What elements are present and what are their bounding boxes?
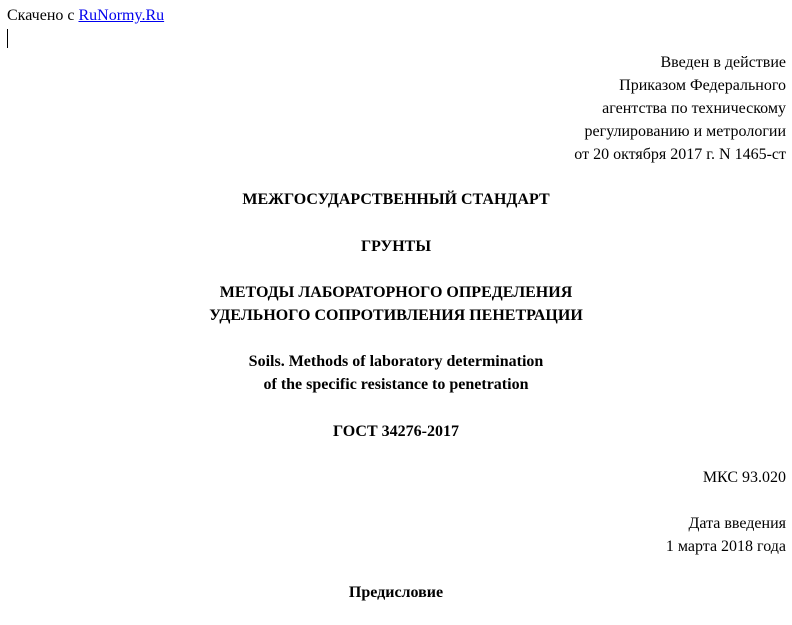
effective-date-value: 1 марта 2018 года bbox=[665, 538, 786, 555]
russian-title-line: УДЕЛЬНОГО СОПРОТИВЛЕНИЯ ПЕНЕТРАЦИИ bbox=[209, 307, 583, 324]
effective-date-block bbox=[666, 512, 786, 558]
standard-subject-heading bbox=[0, 235, 792, 258]
foreword-title: Предисловие bbox=[348, 584, 444, 601]
russian-title-line: МЕТОДЫ ЛАБОРАТОРНОГО ОПРЕДЕЛЕНИЯ bbox=[219, 284, 573, 301]
downloaded-from-line bbox=[7, 6, 164, 26]
mks-code: МКС 93.020 bbox=[702, 469, 786, 486]
downloaded-from-label: Скачено с bbox=[7, 7, 75, 24]
introduction-block bbox=[386, 51, 786, 166]
standard-code-heading bbox=[0, 420, 792, 443]
introduction-line: Приказом Федерального bbox=[619, 77, 786, 94]
standard-type: МЕЖГОСУДАРСТВЕННЫЙ СТАНДАРТ bbox=[242, 191, 550, 208]
introduction-line: регулированию и метрологии bbox=[584, 123, 786, 140]
mks-code-block bbox=[703, 466, 786, 489]
standard-code: ГОСТ 34276-2017 bbox=[333, 423, 459, 440]
introduction-line: от 20 октября 2017 г. N 1465-ст bbox=[574, 146, 786, 163]
foreword-heading bbox=[0, 581, 792, 604]
effective-date-label: Дата введения bbox=[688, 515, 786, 532]
english-title bbox=[0, 350, 792, 396]
introduction-line: Введен в действие bbox=[660, 54, 786, 71]
standard-subject: ГРУНТЫ bbox=[360, 238, 432, 255]
russian-title bbox=[0, 281, 792, 327]
english-title-line: of the specific resistance to penetration bbox=[263, 376, 529, 393]
standard-type-heading bbox=[0, 188, 792, 211]
english-title-line: Soils. Methods of laboratory determination bbox=[248, 353, 544, 370]
introduction-line: агентства по техническому bbox=[602, 100, 786, 117]
runormy-link[interactable]: RuNormy.Ru bbox=[78, 7, 165, 24]
text-cursor bbox=[7, 29, 8, 48]
